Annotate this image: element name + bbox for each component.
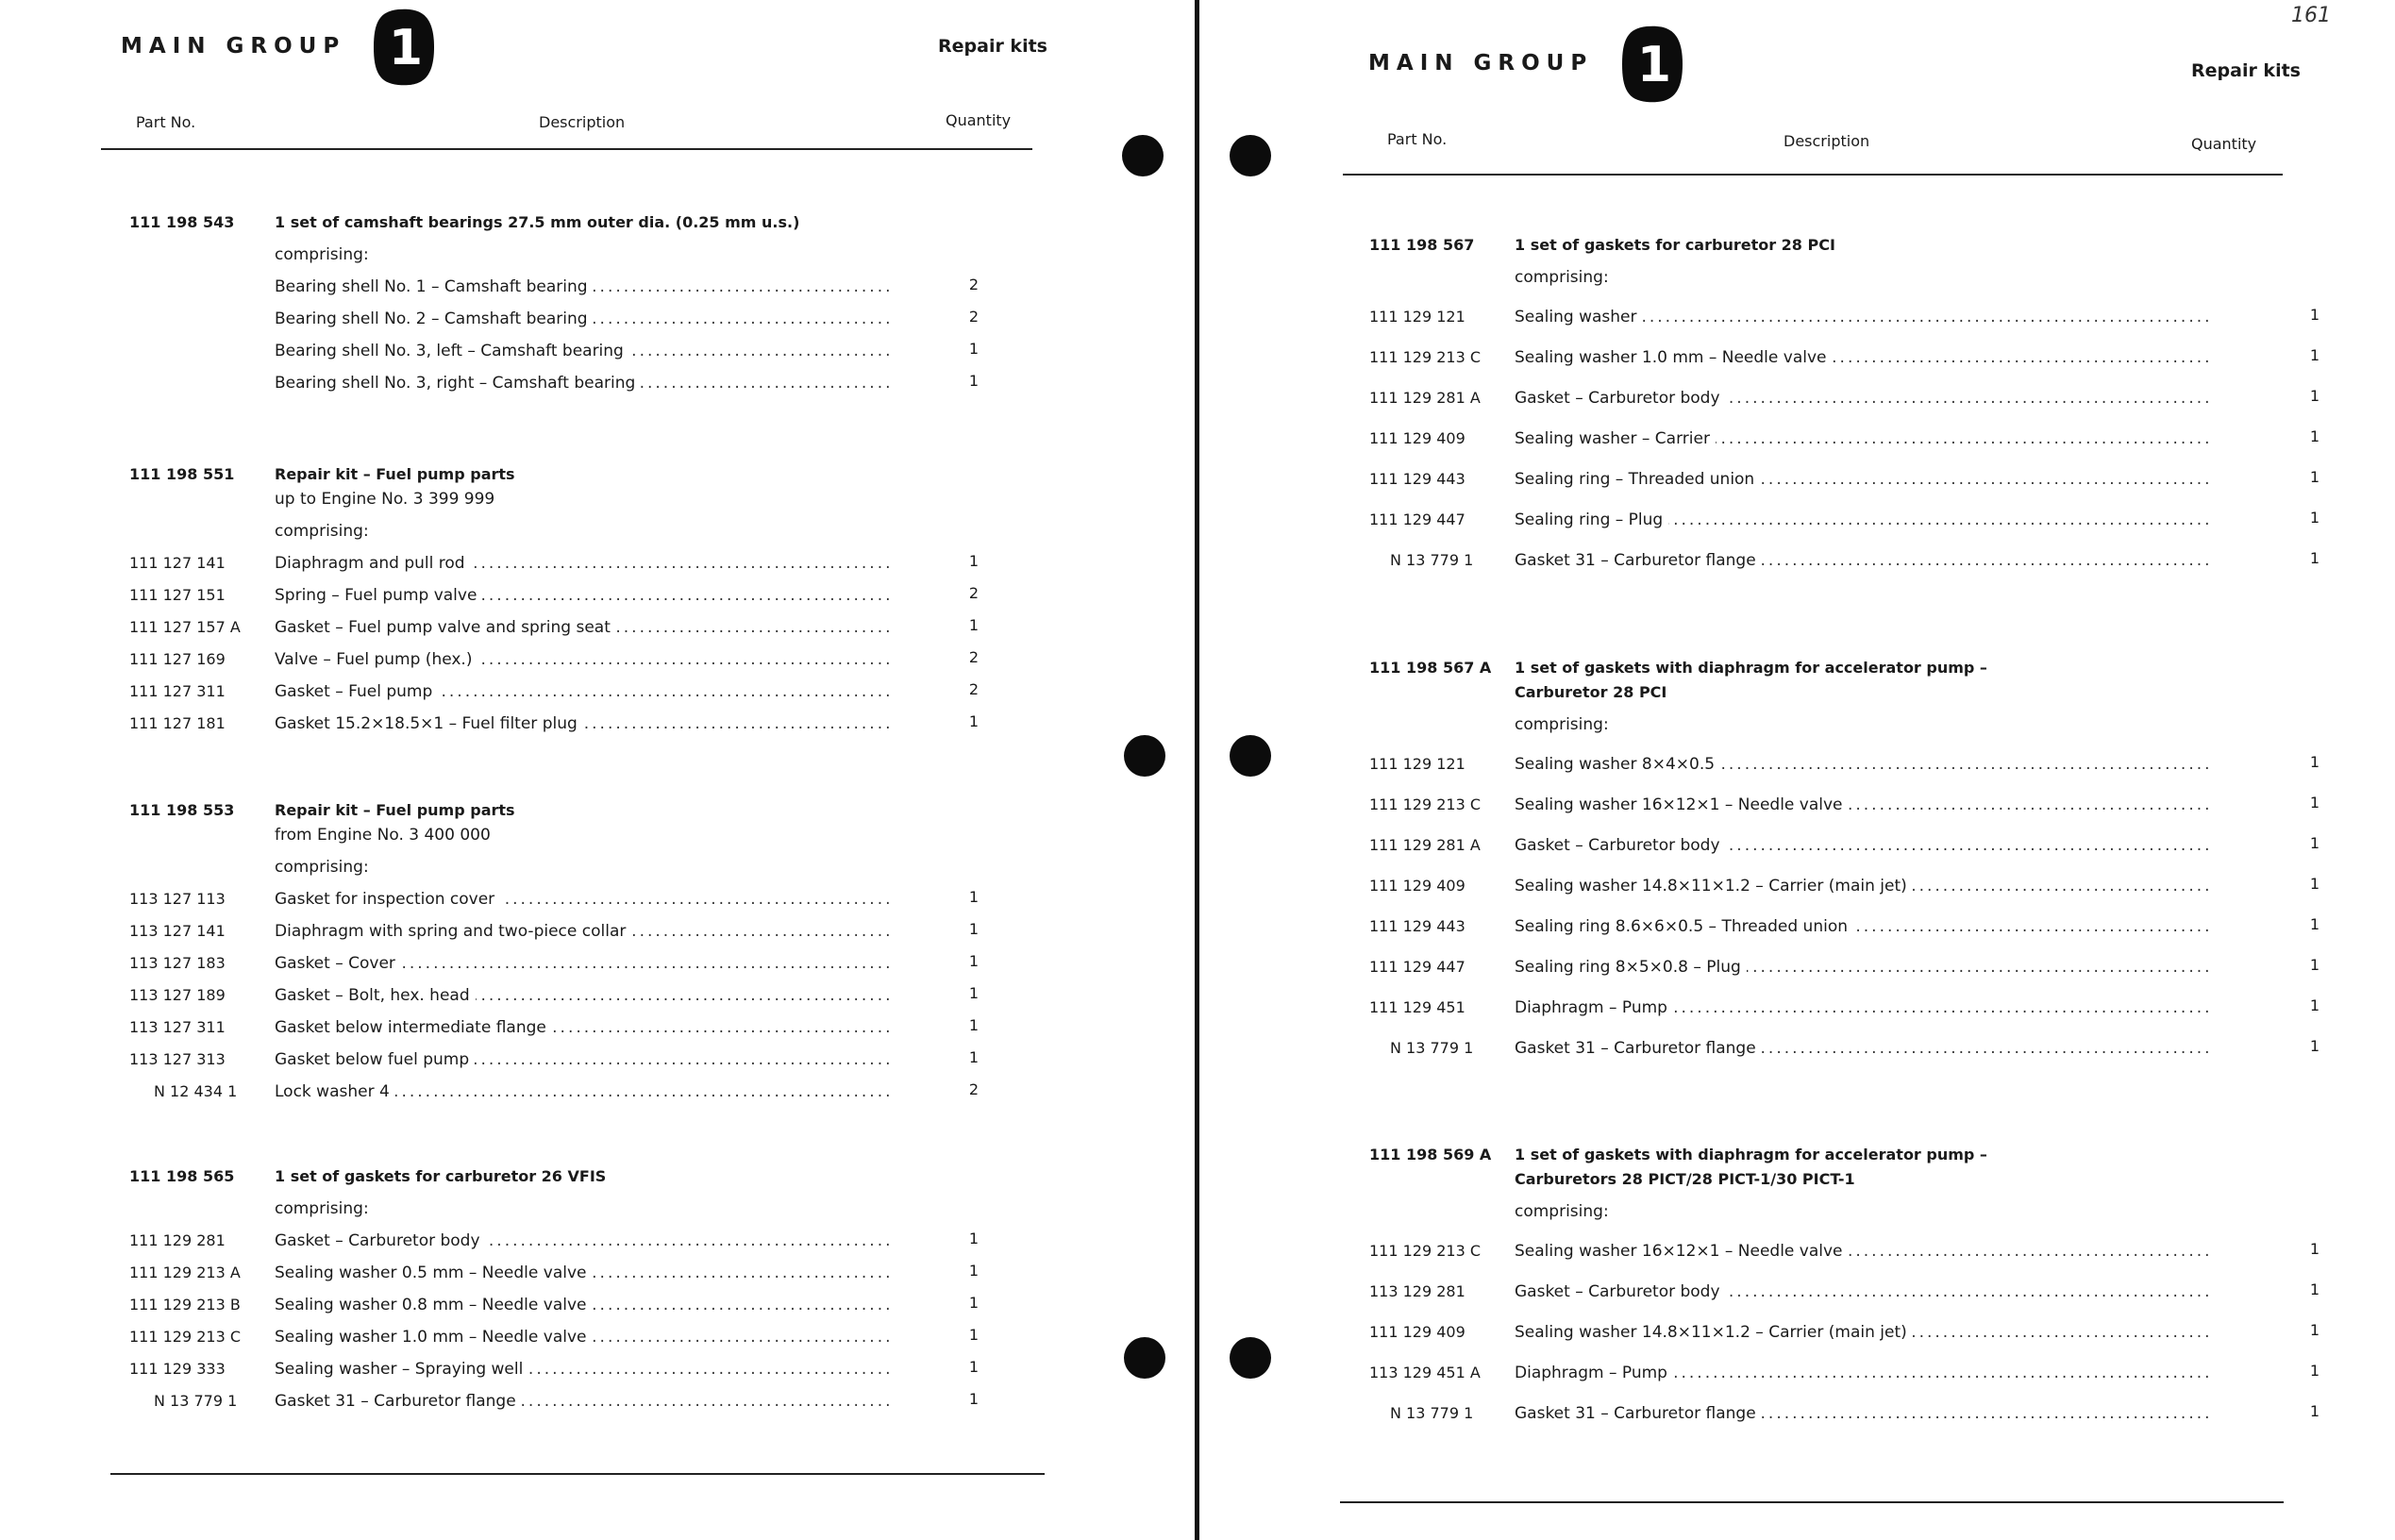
item-quantity: 1 — [2309, 1402, 2320, 1420]
item-part-number: 111 129 443 — [1369, 470, 1465, 488]
item-description-text: Gasket below fuel pump — [275, 1050, 475, 1069]
item-description-text: Sealing washer 16×12×1 – Needle valve — [1515, 1242, 1849, 1261]
item-description-text: Sealing washer 0.5 mm – Needle valve — [275, 1264, 593, 1282]
kit-subtitle: from Engine No. 3 400 000 — [275, 826, 491, 845]
item-quantity: 1 — [968, 1016, 980, 1034]
item-part-number: 111 129 121 — [1369, 308, 1465, 326]
item-description — [275, 890, 893, 909]
item-quantity: 1 — [2309, 1240, 2320, 1258]
col-description: Description — [539, 113, 626, 131]
item-part-number: 111 127 181 — [129, 714, 226, 732]
item-part-number: 111 129 409 — [1369, 1323, 1465, 1341]
item-description-text: Sealing washer 1.0 mm – Needle valve — [275, 1328, 593, 1347]
item-description — [275, 922, 893, 941]
part-row — [1204, 511, 2395, 535]
item-description — [1515, 755, 2213, 774]
item-part-number: 111 127 157 A — [129, 618, 241, 636]
item-description — [275, 1050, 893, 1069]
part-row — [0, 1050, 1197, 1075]
part-row — [0, 342, 1197, 366]
item-description — [1515, 1404, 2213, 1423]
item-description — [275, 1360, 893, 1379]
item-part-number: 111 129 443 — [1369, 917, 1465, 935]
item-description-text: Sealing washer – Carrier — [1515, 429, 1716, 448]
item-description — [1515, 348, 2213, 367]
item-description-text: Sealing washer 16×12×1 – Needle valve — [1515, 795, 1849, 814]
item-quantity: 1 — [2309, 509, 2320, 527]
part-row — [1204, 877, 2395, 901]
item-quantity: 1 — [2309, 1362, 2320, 1380]
item-quantity: 1 — [2309, 956, 2320, 974]
item-quantity: 1 — [2309, 1281, 2320, 1298]
part-row — [0, 1328, 1197, 1352]
part-row — [1204, 755, 2395, 779]
part-row — [0, 554, 1197, 578]
item-description-text: Gasket – Carburetor body — [1515, 389, 1726, 408]
kit-title: 1 set of gaskets with diaphragm for accelerator pump – — [1515, 659, 1987, 677]
item-part-number: 111 129 281 A — [1369, 389, 1481, 407]
item-part-number: 111 129 213 A — [129, 1264, 241, 1281]
item-description — [275, 1264, 893, 1282]
part-row — [0, 922, 1197, 946]
header-rule — [101, 148, 1032, 150]
item-quantity: 1 — [968, 1358, 980, 1376]
item-description — [1515, 877, 2213, 896]
item-part-number: 111 129 281 A — [1369, 836, 1481, 854]
item-part-number: 111 129 213 C — [1369, 795, 1482, 813]
item-part-number: N 13 779 1 — [154, 1392, 238, 1410]
kit-part-number: 111 198 553 — [129, 801, 235, 819]
part-row — [0, 374, 1197, 398]
col-quantity: Quantity — [946, 111, 1012, 129]
item-description — [275, 1328, 893, 1347]
item-description — [275, 342, 893, 360]
item-description-text: Sealing washer 1.0 mm – Needle valve — [1515, 348, 1833, 367]
col-quantity: Quantity — [2191, 135, 2257, 153]
item-quantity: 1 — [968, 1326, 980, 1344]
item-description-text: Diaphragm with spring and two-piece collar — [275, 922, 631, 941]
item-quantity: 1 — [968, 712, 980, 730]
item-quantity: 1 — [2309, 996, 2320, 1014]
item-part-number: 113 127 183 — [129, 954, 226, 972]
item-description-text: Diaphragm – Pump — [1515, 1364, 1673, 1382]
item-description — [1515, 836, 2213, 855]
item-quantity: 1 — [2309, 1037, 2320, 1055]
kit-subtitle: Carburetor 28 PCI — [1515, 683, 1667, 701]
item-description-text: Sealing ring – Plug — [1515, 511, 1668, 529]
part-row — [0, 1296, 1197, 1320]
part-row — [1204, 795, 2395, 820]
item-description — [1515, 1242, 2213, 1261]
item-part-number: 113 129 451 A — [1369, 1364, 1481, 1381]
item-quantity: 1 — [968, 1390, 980, 1408]
item-description-text: Gasket – Cover — [275, 954, 401, 973]
part-row — [0, 277, 1197, 302]
part-row — [0, 1018, 1197, 1043]
item-description — [275, 714, 893, 733]
item-description-text: Gasket 31 – Carburetor flange — [275, 1392, 522, 1411]
part-row — [0, 1360, 1197, 1384]
part-row — [1204, 917, 2395, 942]
item-description — [1515, 389, 2213, 408]
part-row — [1204, 429, 2395, 454]
item-part-number: 111 129 121 — [1369, 755, 1465, 773]
item-part-number: 113 127 189 — [129, 986, 226, 1004]
item-description-text: Bearing shell No. 2 – Camshaft bearing — [275, 310, 594, 328]
item-description — [275, 1018, 893, 1037]
item-part-number: 111 127 169 — [129, 650, 226, 668]
item-quantity: 1 — [968, 372, 980, 390]
left-page — [0, 0, 1197, 1540]
part-row — [1204, 1364, 2395, 1388]
comprising-label: comprising: — [275, 1199, 369, 1218]
footer-rule — [1340, 1501, 2284, 1503]
item-part-number: 111 127 311 — [129, 682, 226, 700]
item-quantity: 1 — [968, 888, 980, 906]
item-description — [1515, 795, 2213, 814]
item-quantity: 1 — [968, 340, 980, 358]
item-part-number: 113 127 313 — [129, 1050, 226, 1068]
part-row — [1204, 1242, 2395, 1266]
item-quantity: 1 — [2309, 387, 2320, 405]
kit-title: 1 set of gaskets for carburetor 26 VFIS — [275, 1167, 607, 1185]
item-description-text: Gasket 15.2×18.5×1 – Fuel filter plug — [275, 714, 583, 733]
item-quantity: 1 — [2309, 306, 2320, 324]
group-number-badge — [370, 6, 440, 89]
item-description-text: Sealing washer 14.8×11×1.2 – Carrier (main jet) — [1515, 1323, 1913, 1342]
part-row — [0, 310, 1197, 334]
comprising-label: comprising: — [1515, 268, 1609, 287]
kit-title: 1 set of gaskets for carburetor 28 PCI — [1515, 236, 1835, 254]
kit-part-number: 111 198 543 — [129, 213, 235, 231]
part-row — [0, 986, 1197, 1011]
part-row — [0, 890, 1197, 914]
part-row — [0, 954, 1197, 979]
col-description: Description — [1784, 132, 1870, 150]
part-row — [1204, 1404, 2395, 1429]
footer-rule — [110, 1473, 1045, 1475]
item-quantity: 1 — [2309, 875, 2320, 893]
item-description — [275, 1231, 893, 1250]
item-part-number: 111 129 333 — [129, 1360, 226, 1378]
part-row — [1204, 389, 2395, 413]
item-description — [275, 954, 893, 973]
item-description-text: Sealing washer 0.8 mm – Needle valve — [275, 1296, 593, 1314]
header-rule — [1343, 174, 2283, 176]
item-part-number: 113 127 141 — [129, 922, 226, 940]
item-quantity: 1 — [2309, 753, 2320, 771]
kit-part-number: 111 198 569 A — [1369, 1146, 1492, 1163]
item-description — [275, 650, 893, 669]
item-quantity: 2 — [968, 1080, 980, 1098]
item-description — [275, 374, 893, 393]
section-title: Repair kits — [2191, 60, 2301, 81]
part-row — [0, 586, 1197, 611]
part-row — [0, 1082, 1197, 1107]
item-part-number: 113 127 113 — [129, 890, 226, 908]
item-description — [275, 310, 893, 328]
item-quantity: 1 — [2309, 834, 2320, 852]
col-part-no: Part No. — [1387, 130, 1448, 148]
kit-part-number: 111 198 551 — [129, 465, 235, 483]
item-description — [275, 1392, 893, 1411]
item-quantity: 1 — [968, 616, 980, 634]
part-row — [1204, 308, 2395, 332]
item-description — [1515, 958, 2213, 977]
item-description — [275, 586, 893, 605]
part-row — [0, 1231, 1197, 1256]
item-part-number: 111 129 281 — [129, 1231, 226, 1249]
page-mark: 161 — [2291, 4, 2331, 27]
comprising-label: comprising: — [1515, 1202, 1609, 1221]
item-description-text: Diaphragm – Pump — [1515, 998, 1673, 1017]
part-row — [1204, 551, 2395, 576]
main-group-label: MAIN GROUP — [1368, 51, 1594, 75]
item-description — [1515, 429, 2213, 448]
item-description — [1515, 998, 2213, 1017]
item-part-number: 111 129 409 — [1369, 429, 1465, 447]
part-row — [0, 650, 1197, 675]
item-description — [1515, 917, 2213, 936]
group-number-badge — [1618, 23, 1688, 106]
item-description — [275, 554, 893, 573]
item-description-text: Gasket 31 – Carburetor flange — [1515, 1039, 1762, 1058]
item-part-number: N 13 779 1 — [1390, 551, 1474, 569]
comprising-label: comprising: — [275, 522, 369, 541]
item-part-number: 111 129 451 — [1369, 998, 1465, 1016]
item-part-number: 111 129 213 C — [1369, 348, 1482, 366]
item-description-text: Bearing shell No. 1 – Camshaft bearing — [275, 277, 594, 296]
item-part-number: 111 129 213 B — [129, 1296, 241, 1314]
item-description-text: Gasket below intermediate flange — [275, 1018, 552, 1037]
item-quantity: 1 — [2309, 794, 2320, 812]
item-description — [275, 986, 893, 1005]
item-description — [1515, 1364, 2213, 1382]
part-row — [0, 1264, 1197, 1288]
item-quantity: 1 — [2309, 915, 2320, 933]
kit-title: 1 set of gaskets with diaphragm for accelerator pump – — [1515, 1146, 1987, 1163]
item-part-number: N 13 779 1 — [1390, 1039, 1474, 1057]
item-part-number: 111 129 213 C — [129, 1328, 242, 1346]
item-quantity: 1 — [2309, 346, 2320, 364]
item-quantity: 1 — [2309, 1321, 2320, 1339]
kit-title: Repair kit – Fuel pump parts — [275, 465, 515, 483]
item-quantity: 1 — [968, 984, 980, 1002]
item-part-number: 113 127 311 — [129, 1018, 226, 1036]
item-quantity: 2 — [968, 648, 980, 666]
item-description — [1515, 470, 2213, 489]
item-description-text: Sealing washer — [1515, 308, 1642, 326]
item-part-number: 113 129 281 — [1369, 1282, 1465, 1300]
item-description — [275, 1296, 893, 1314]
item-description-text: Sealing washer – Spraying well — [275, 1360, 528, 1379]
item-quantity: 1 — [968, 1230, 980, 1247]
comprising-label: comprising: — [1515, 715, 1609, 734]
item-description-text: Sealing ring 8.6×6×0.5 – Threaded union — [1515, 917, 1853, 936]
item-description-text: Gasket – Carburetor body — [1515, 836, 1726, 855]
part-row — [1204, 998, 2395, 1023]
item-description-text: Gasket – Bolt, hex. head — [275, 986, 476, 1005]
section-title: Repair kits — [938, 36, 1047, 57]
item-quantity: 2 — [968, 584, 980, 602]
item-description-text: Bearing shell No. 3, right – Camshaft bearing — [275, 374, 641, 393]
item-description-text: Gasket – Carburetor body — [1515, 1282, 1726, 1301]
main-group-label: MAIN GROUP — [121, 34, 346, 59]
kit-part-number: 111 198 567 — [1369, 236, 1475, 254]
item-description-text: Gasket – Carburetor body — [275, 1231, 486, 1250]
item-quantity: 1 — [968, 1294, 980, 1312]
item-description — [1515, 511, 2213, 529]
item-quantity: 1 — [968, 1262, 980, 1280]
part-row — [0, 682, 1197, 707]
item-description-text: Gasket – Fuel pump valve and spring seat — [275, 618, 616, 637]
item-part-number: N 12 434 1 — [154, 1082, 238, 1100]
item-description-text: Spring – Fuel pump valve — [275, 586, 482, 605]
item-description-text: Sealing ring – Threaded union — [1515, 470, 1760, 489]
kit-part-number: 111 198 565 — [129, 1167, 235, 1185]
item-part-number: 111 127 141 — [129, 554, 226, 572]
item-quantity: 1 — [2309, 427, 2320, 445]
right-page — [1204, 0, 2395, 1540]
item-part-number: 111 129 213 C — [1369, 1242, 1482, 1260]
item-quantity: 1 — [968, 920, 980, 938]
part-row — [1204, 1282, 2395, 1307]
item-description-text: Gasket 31 – Carburetor flange — [1515, 1404, 1762, 1423]
kit-subtitle: Carburetors 28 PICT/28 PICT-1/30 PICT-1 — [1515, 1170, 1855, 1188]
item-part-number: 111 127 151 — [129, 586, 226, 604]
item-description — [275, 1082, 893, 1101]
part-row — [1204, 958, 2395, 982]
kit-subtitle: up to Engine No. 3 399 999 — [275, 490, 495, 509]
item-quantity: 1 — [2309, 549, 2320, 567]
kit-title: 1 set of camshaft bearings 27.5 mm outer dia. (0.25 mm u.s.) — [275, 213, 800, 231]
item-part-number: 111 129 447 — [1369, 511, 1465, 528]
item-quantity: 1 — [2309, 468, 2320, 486]
group-number: 1 — [388, 20, 424, 76]
item-description-text: Gasket for inspection cover — [275, 890, 500, 909]
part-row — [1204, 1323, 2395, 1348]
part-row — [1204, 836, 2395, 861]
part-row — [1204, 348, 2395, 373]
item-description — [1515, 1323, 2213, 1342]
item-description-text: Sealing washer 14.8×11×1.2 – Carrier (main jet) — [1515, 877, 1913, 896]
item-quantity: 1 — [968, 552, 980, 570]
item-quantity: 2 — [968, 308, 980, 326]
group-number: 1 — [1636, 37, 1672, 93]
part-row — [1204, 1039, 2395, 1063]
item-description — [1515, 1282, 2213, 1301]
kit-part-number: 111 198 567 A — [1369, 659, 1492, 677]
item-part-number: 111 129 409 — [1369, 877, 1465, 895]
comprising-label: comprising: — [275, 245, 369, 264]
item-quantity: 2 — [968, 680, 980, 698]
item-quantity: 1 — [968, 952, 980, 970]
item-description-text: Gasket – Fuel pump — [275, 682, 438, 701]
comprising-label: comprising: — [275, 858, 369, 877]
item-description — [1515, 551, 2213, 570]
item-quantity: 2 — [968, 276, 980, 293]
item-description-text: Sealing washer 8×4×0.5 — [1515, 755, 1720, 774]
item-description-text: Lock washer 4 — [275, 1082, 395, 1101]
item-part-number: 111 129 447 — [1369, 958, 1465, 976]
item-description-text: Valve – Fuel pump (hex.) — [275, 650, 477, 669]
item-quantity: 1 — [968, 1048, 980, 1066]
item-description-text: Gasket 31 – Carburetor flange — [1515, 551, 1762, 570]
item-description — [1515, 1039, 2213, 1058]
item-description — [275, 682, 893, 701]
part-row — [0, 618, 1197, 643]
part-row — [1204, 470, 2395, 494]
item-description — [275, 618, 893, 637]
kit-title: Repair kit – Fuel pump parts — [275, 801, 515, 819]
item-description-text: Sealing ring 8×5×0.8 – Plug — [1515, 958, 1747, 977]
item-part-number: N 13 779 1 — [1390, 1404, 1474, 1422]
item-description — [275, 277, 893, 296]
part-row — [0, 1392, 1197, 1416]
col-part-no: Part No. — [136, 113, 196, 131]
item-description — [1515, 308, 2213, 326]
item-description-text: Diaphragm and pull rod — [275, 554, 471, 573]
part-row — [0, 714, 1197, 739]
item-description-text: Bearing shell No. 3, left – Camshaft bearing — [275, 342, 629, 360]
